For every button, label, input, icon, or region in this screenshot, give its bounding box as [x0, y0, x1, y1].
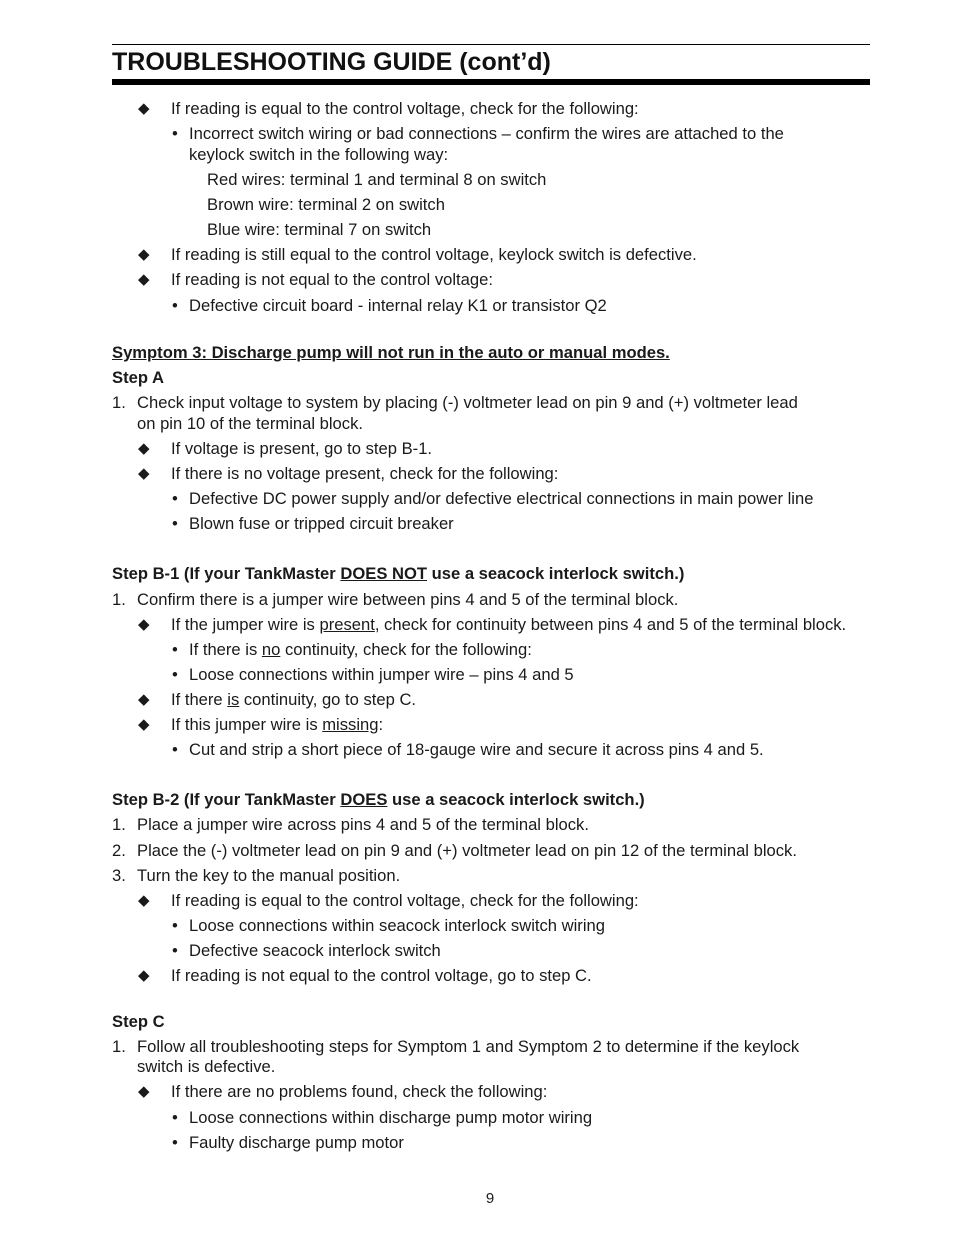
- bullet-icon: •: [172, 665, 178, 684]
- diamond-bullet-icon: ◆: [138, 967, 150, 984]
- list-item: Loose connections within seacock interlock switch wiring: [189, 916, 605, 935]
- list-item: Check input voltage to system by placing (-) voltmeter lead on pin 9 and (+) voltmeter lead: [137, 393, 798, 412]
- list-item: Defective seacock interlock switch: [189, 941, 441, 960]
- diamond-bullet-icon: ◆: [138, 440, 150, 457]
- bullet-icon: •: [172, 740, 178, 759]
- bullet-icon: •: [172, 489, 178, 508]
- list-item: If voltage is present, go to step B-1.: [171, 439, 433, 458]
- list-number: 2.: [112, 841, 126, 860]
- list-item: Turn the key to the manual position.: [137, 866, 401, 885]
- list-item: If reading is not equal to the control voltage:: [171, 270, 493, 289]
- list-number: 3.: [112, 866, 126, 885]
- list-item: [171, 615, 846, 635]
- heading-text: Step B-2 (If your TankMaster: [112, 790, 341, 809]
- list-item: Incorrect switch wiring or bad connections – confirm the wires are attached to the: [189, 124, 784, 143]
- heading-emphasis: DOES NOT: [340, 564, 428, 583]
- list-item: Place a jumper wire across pins 4 and 5 of the terminal block.: [137, 815, 589, 834]
- diamond-bullet-icon: ◆: [138, 1083, 150, 1100]
- item-text: If the jumper wire is: [171, 615, 320, 634]
- item-emphasis: missing: [322, 715, 379, 734]
- list-item: [189, 640, 532, 660]
- item-emphasis: present: [319, 615, 375, 634]
- list-item: [171, 690, 416, 710]
- heading-text: use a seacock interlock switch.): [427, 564, 685, 583]
- bullet-icon: •: [172, 296, 178, 315]
- list-item: If reading is not equal to the control voltage, go to step C.: [171, 966, 592, 985]
- bullet-icon: •: [172, 941, 178, 960]
- list-item: If reading is still equal to the control voltage, keylock switch is defective.: [171, 245, 697, 264]
- list-item: Confirm there is a jumper wire between pins 4 and 5 of the terminal block.: [137, 590, 679, 609]
- bullet-icon: •: [172, 1108, 178, 1127]
- bullet-icon: •: [172, 124, 178, 143]
- step-heading: [112, 564, 684, 584]
- page-number: 9: [485, 1190, 495, 1207]
- item-text: continuity, check for the following:: [280, 640, 532, 659]
- heading-emphasis: DOES: [340, 790, 388, 809]
- list-item: Faulty discharge pump motor: [189, 1133, 404, 1152]
- list-item: Place the (-) voltmeter lead on pin 9 and (+) voltmeter lead on pin 12 of the terminal block.: [137, 841, 797, 860]
- step-heading: Step C: [112, 1012, 165, 1031]
- bullet-icon: •: [172, 916, 178, 935]
- list-item: Loose connections within jumper wire – pins 4 and 5: [189, 665, 574, 684]
- list-item: If reading is equal to the control voltage, check for the following:: [171, 891, 639, 910]
- diamond-bullet-icon: ◆: [138, 892, 150, 909]
- diamond-bullet-icon: ◆: [138, 246, 150, 263]
- bullet-icon: •: [172, 514, 178, 533]
- header-bottom-rule: [112, 79, 870, 85]
- item-text: If there is: [189, 640, 262, 659]
- list-item-continuation: switch is defective.: [137, 1057, 276, 1076]
- item-text: , check for continuity between pins 4 and 5 of the terminal block.: [374, 615, 847, 634]
- list-item: Cut and strip a short piece of 18-gauge wire and secure it across pins 4 and 5.: [189, 740, 764, 759]
- item-text: If this jumper wire is: [171, 715, 323, 734]
- heading-text: Step B-1 (If your TankMaster: [112, 564, 341, 583]
- item-emphasis: is: [227, 690, 240, 709]
- diamond-bullet-icon: ◆: [138, 691, 150, 708]
- list-item: Defective DC power supply and/or defective electrical connections in main power line: [189, 489, 814, 508]
- symptom-heading: Symptom 3: Discharge pump will not run in the auto or manual modes.: [112, 343, 670, 362]
- step-heading: Step A: [112, 368, 164, 387]
- item-text: :: [378, 715, 384, 734]
- list-item: If reading is equal to the control voltage, check for the following:: [171, 99, 639, 118]
- item-text: continuity, go to step C.: [239, 690, 417, 709]
- diamond-bullet-icon: ◆: [138, 465, 150, 482]
- diamond-bullet-icon: ◆: [138, 616, 150, 633]
- bullet-icon: •: [172, 1133, 178, 1152]
- header-top-rule: [112, 44, 870, 45]
- heading-text: use a seacock interlock switch.): [387, 790, 645, 809]
- wiring-line: Red wires: terminal 1 and terminal 8 on switch: [207, 170, 547, 189]
- list-item: Follow all troubleshooting steps for Symptom 1 and Symptom 2 to determine if the keylock: [137, 1037, 800, 1056]
- list-number: 1.: [112, 815, 126, 834]
- step-heading: [112, 790, 645, 810]
- list-number: 1.: [112, 1037, 126, 1056]
- page-title: TROUBLESHOOTING GUIDE (cont’d): [112, 48, 551, 76]
- list-item: [171, 715, 383, 735]
- wiring-line: Brown wire: terminal 2 on switch: [207, 195, 445, 214]
- list-number: 1.: [112, 590, 126, 609]
- list-item-continuation: keylock switch in the following way:: [189, 145, 449, 164]
- list-item: Blown fuse or tripped circuit breaker: [189, 514, 454, 533]
- diamond-bullet-icon: ◆: [138, 271, 150, 288]
- diamond-bullet-icon: ◆: [138, 716, 150, 733]
- list-item-continuation: on pin 10 of the terminal block.: [137, 414, 363, 433]
- list-item: If there are no problems found, check the following:: [171, 1082, 548, 1101]
- wiring-line: Blue wire: terminal 7 on switch: [207, 220, 432, 239]
- list-item: Loose connections within discharge pump motor wiring: [189, 1108, 593, 1127]
- diamond-bullet-icon: ◆: [138, 100, 150, 117]
- bullet-icon: •: [172, 640, 178, 659]
- item-emphasis: no: [261, 640, 281, 659]
- list-item: Defective circuit board - internal relay K1 or transistor Q2: [189, 296, 607, 315]
- list-item: If there is no voltage present, check for the following:: [171, 464, 559, 483]
- item-text: If there: [171, 690, 228, 709]
- list-number: 1.: [112, 393, 126, 412]
